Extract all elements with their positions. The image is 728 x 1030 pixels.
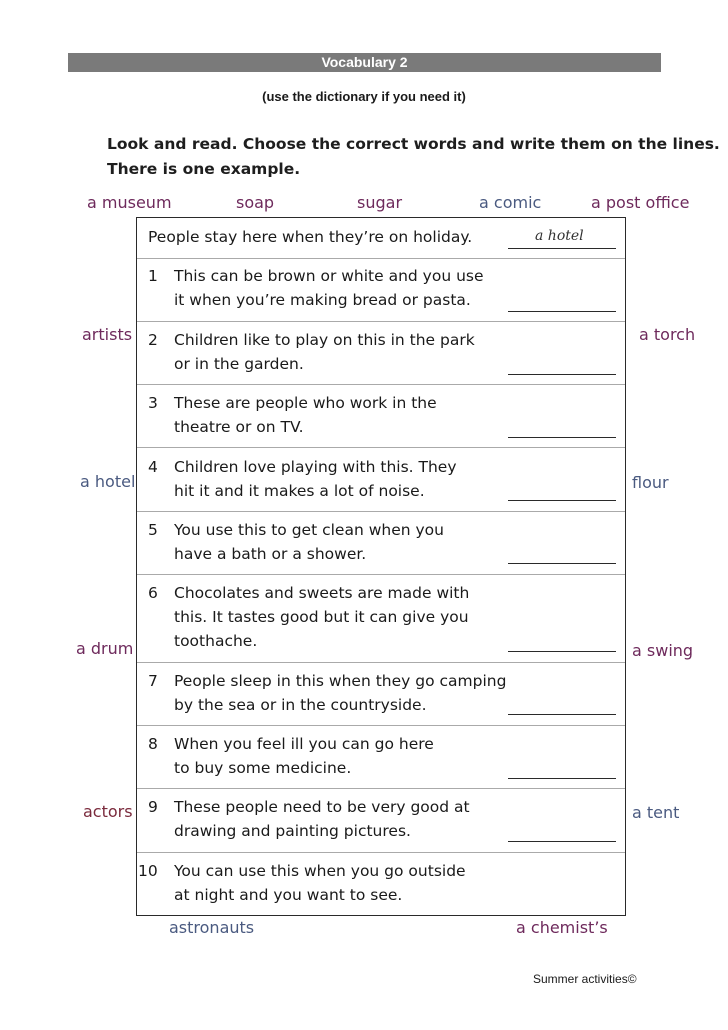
question-line: Children love playing with this. They xyxy=(174,458,457,476)
question-line: or in the garden. xyxy=(174,355,304,373)
footer: Summer activities© xyxy=(533,972,637,986)
answer-line-4[interactable] xyxy=(508,500,616,501)
word-a-drum: a drum xyxy=(76,639,134,658)
separator xyxy=(137,321,625,322)
question-line: it when you’re making bread or pasta. xyxy=(174,291,471,309)
word-a-museum: a museum xyxy=(87,193,172,212)
word-a-comic: a comic xyxy=(479,193,542,212)
question-number: 7 xyxy=(148,672,158,690)
separator xyxy=(137,725,625,726)
question-line: You can use this when you go outside xyxy=(174,862,466,880)
question-line: This can be brown or white and you use xyxy=(174,267,484,285)
question-line: drawing and painting pictures. xyxy=(174,822,411,840)
question-line: These are people who work in the xyxy=(174,394,437,412)
question-number: 3 xyxy=(148,394,158,412)
example-answer-line xyxy=(508,248,616,249)
question-number: 9 xyxy=(148,798,158,816)
word-a-post-office: a post office xyxy=(591,193,690,212)
word-a-hotel: a hotel xyxy=(80,472,136,491)
question-line: this. It tastes good but it can give you xyxy=(174,608,469,626)
word-artists: artists xyxy=(82,325,133,344)
question-line: have a bath or a shower. xyxy=(174,545,367,563)
question-line: by the sea or in the countryside. xyxy=(174,696,427,714)
word-flour: flour xyxy=(632,473,669,492)
separator xyxy=(137,384,625,385)
question-line: You use this to get clean when you xyxy=(174,521,444,539)
word-a-swing: a swing xyxy=(632,641,694,660)
separator xyxy=(137,258,625,259)
question-number: 5 xyxy=(148,521,158,539)
question-number: 2 xyxy=(148,331,158,349)
question-line: hit it and it makes a lot of noise. xyxy=(174,482,425,500)
word-a-chemists: a chemist’s xyxy=(516,918,608,937)
question-line: at night and you want to see. xyxy=(174,886,403,904)
separator xyxy=(137,447,625,448)
separator xyxy=(137,788,625,789)
answer-line-8[interactable] xyxy=(508,778,616,779)
word-astronauts: astronauts xyxy=(169,918,255,937)
answer-line-2[interactable] xyxy=(508,374,616,375)
answer-line-3[interactable] xyxy=(508,437,616,438)
question-line: These people need to be very good at xyxy=(174,798,470,816)
answer-line-1[interactable] xyxy=(508,311,616,312)
example-text: People stay here when they’re on holiday. xyxy=(148,228,473,246)
question-number: 10 xyxy=(138,862,158,880)
word-sugar: sugar xyxy=(357,193,403,212)
question-line: When you feel ill you can go here xyxy=(174,735,434,753)
question-line: theatre or on TV. xyxy=(174,418,304,436)
word-soap: soap xyxy=(236,193,275,212)
subtitle: (use the dictionary if you need it) xyxy=(262,89,466,104)
question-number: 4 xyxy=(148,458,158,476)
separator xyxy=(137,511,625,512)
question-number: 1 xyxy=(148,267,158,285)
separator xyxy=(137,662,625,663)
instructions-line-1: Look and read. Choose the correct words and write them on the lines. xyxy=(107,135,720,153)
question-line: Chocolates and sweets are made with xyxy=(174,584,470,602)
page-title: Vocabulary 2 xyxy=(68,53,661,72)
answer-line-6[interactable] xyxy=(508,651,616,652)
separator xyxy=(137,852,625,853)
question-line: to buy some medicine. xyxy=(174,759,352,777)
question-line: toothache. xyxy=(174,632,258,650)
question-number: 6 xyxy=(148,584,158,602)
answer-line-7[interactable] xyxy=(508,714,616,715)
question-line: Children like to play on this in the park xyxy=(174,331,475,349)
separator xyxy=(137,574,625,575)
word-actors: actors xyxy=(83,802,133,821)
instructions-line-2: There is one example. xyxy=(107,160,301,178)
word-a-torch: a torch xyxy=(639,325,696,344)
question-number: 8 xyxy=(148,735,158,753)
answer-line-9[interactable] xyxy=(508,841,616,842)
example-answer: a hotel xyxy=(535,228,584,244)
answer-line-5[interactable] xyxy=(508,563,616,564)
question-line: People sleep in this when they go camping xyxy=(174,672,507,690)
word-a-tent: a tent xyxy=(632,803,680,822)
